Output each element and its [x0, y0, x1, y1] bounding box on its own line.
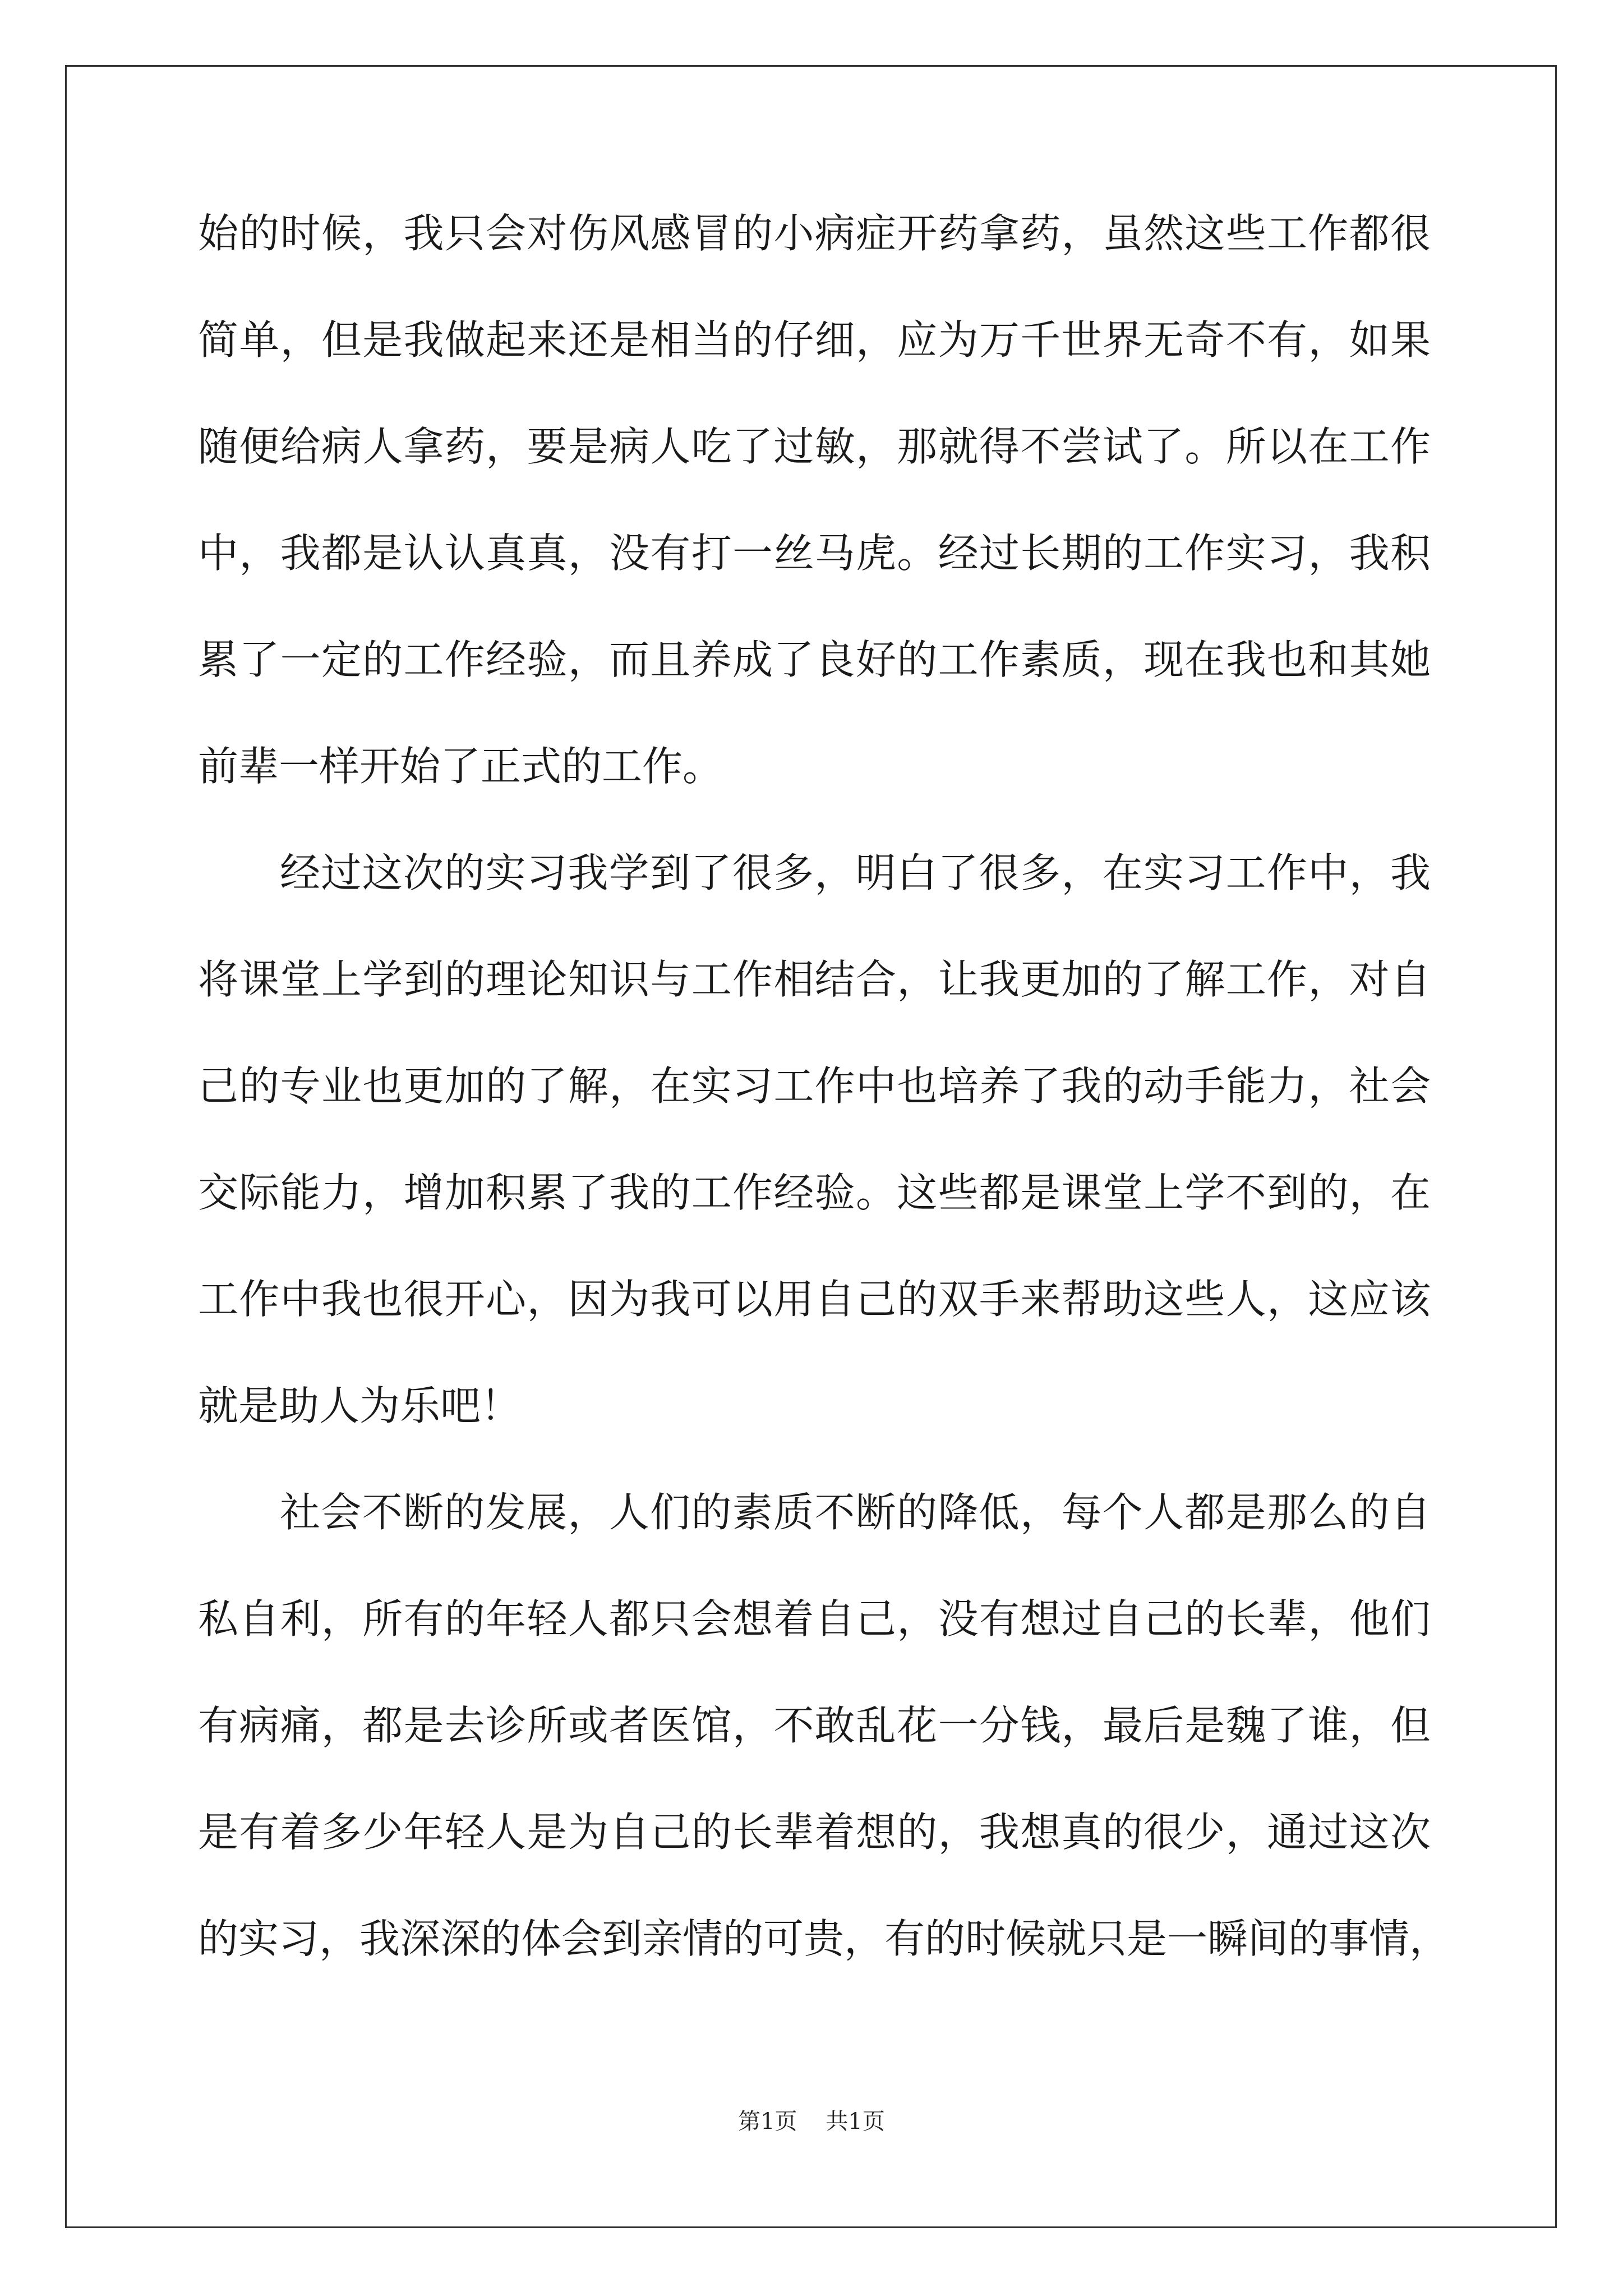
page-number: 第1页: [738, 2109, 797, 2134]
text-line: 的实习，我深深的体会到亲情的可贵，有的时候就只是一瞬间的事情，: [198, 1915, 1450, 1962]
document-body: [198, 210, 1450, 2025]
text-line: 有病痛，都是去诊所或者医馆，不敢乱花一分钱，最后是魏了谁，但: [198, 1702, 1431, 1749]
text-line: 将课堂上学到的理论知识与工作相结合，让我更加的了解工作，对自: [198, 956, 1431, 1003]
text-line: 己的专业也更加的了解，在实习工作中也培养了我的动手能力，社会: [198, 1062, 1431, 1110]
text-line: 工作中我也很开心，因为我可以用自己的双手来帮助这些人，这应该: [198, 1276, 1431, 1323]
text-line: 私自利，所有的年轻人都只会想着自己，没有想过自己的长辈，他们: [198, 1595, 1431, 1642]
page-total: 共1页: [826, 2109, 885, 2134]
text-line: 累了一定的工作经验，而且养成了良好的工作素质，现在我也和其她: [198, 636, 1431, 683]
text-line: 是有着多少年轻人是为自己的长辈着想的，我想真的很少，通过这次: [198, 1809, 1431, 1856]
text-line: 交际能力，增加积累了我的工作经验。这些都是课堂上学不到的，在: [198, 1169, 1431, 1216]
text-line: 始的时候，我只会对伤风感冒的小病症开药拿药，虽然这些工作都很: [198, 210, 1431, 257]
page-footer: [0, 2108, 1623, 2135]
text-line: 随便给病人拿药，要是病人吃了过敏，那就得不尝试了。所以在工作: [198, 423, 1431, 470]
text-line: 前辈一样开始了正式的工作。: [198, 743, 723, 790]
text-line: 社会不断的发展，人们的素质不断的降低，每个人都是那么的自: [280, 1489, 1431, 1536]
text-line: 就是助人为乐吧！: [198, 1382, 522, 1429]
text-line: 经过这次的实习我学到了很多，明白了很多，在实习工作中，我: [280, 849, 1431, 896]
text-line: 中，我都是认认真真，没有打一丝马虎。经过长期的工作实习，我积: [198, 530, 1431, 577]
text-line: 简单，但是我做起来还是相当的仔细，应为万千世界无奇不有，如果: [198, 316, 1431, 364]
